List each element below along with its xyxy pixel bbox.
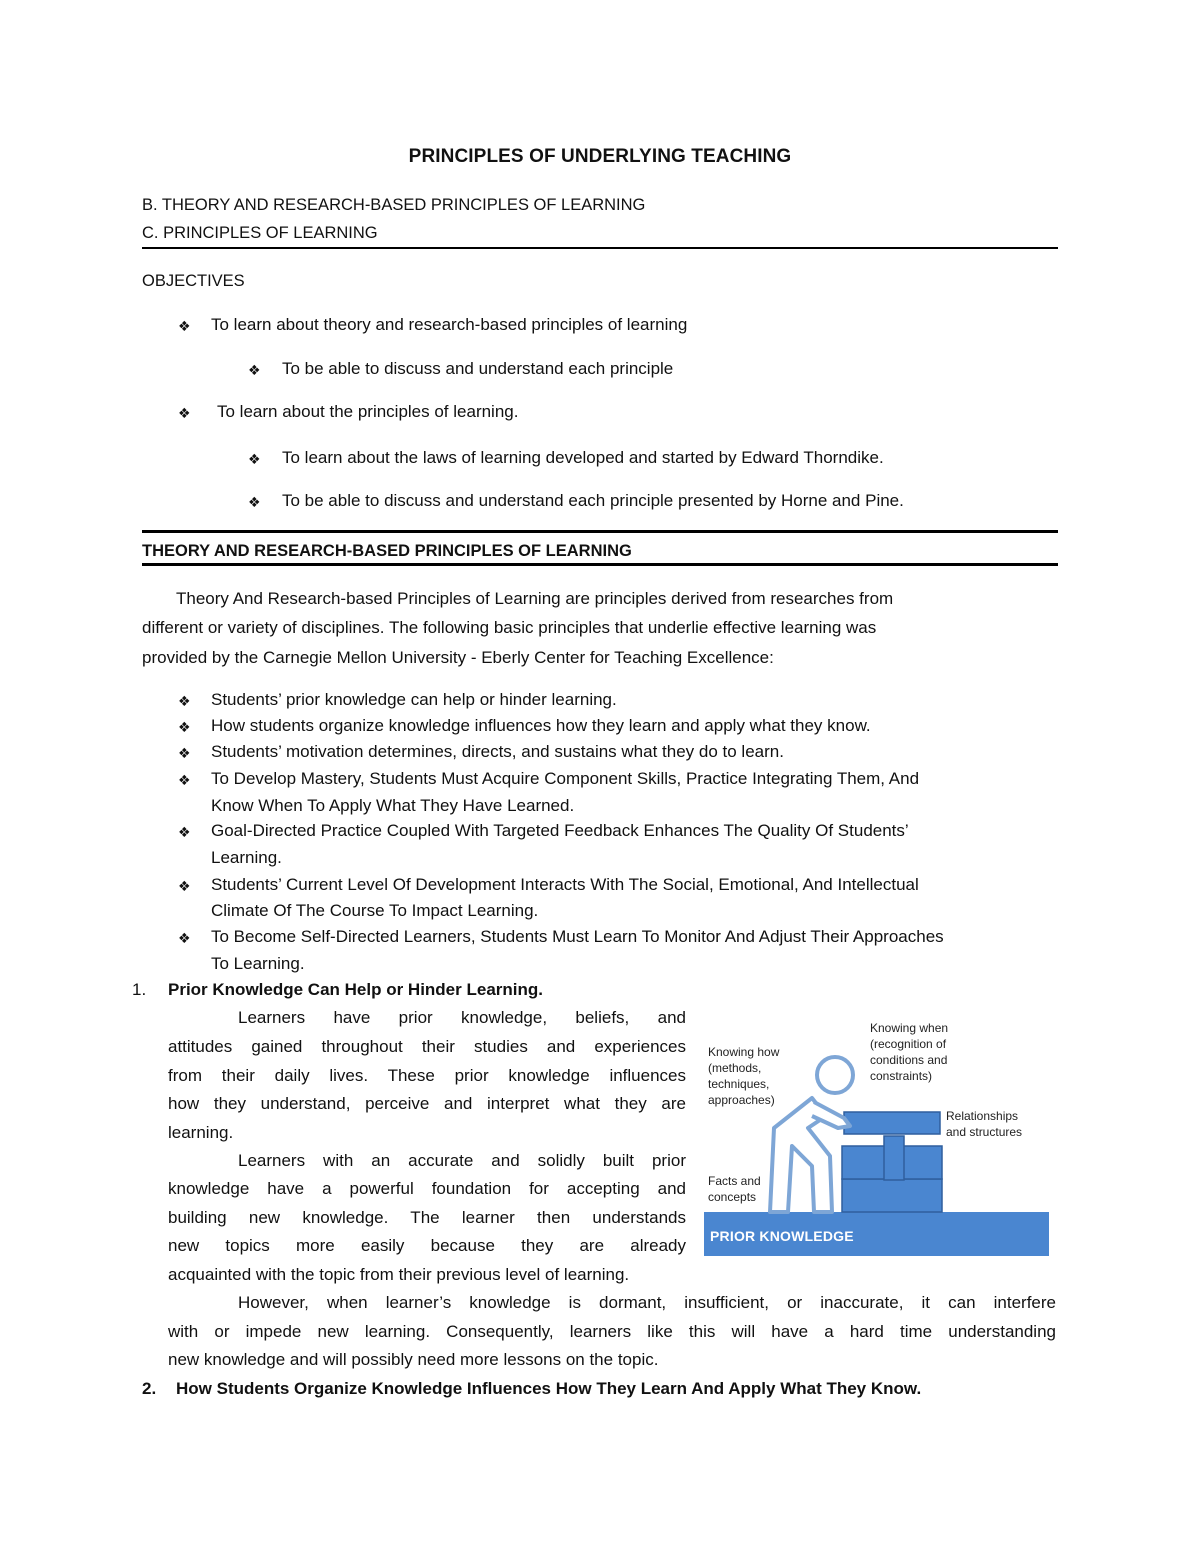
diamond-bullet-icon: ❖ [178, 318, 191, 334]
figure-label-knowing-when: Knowing when (recognition of conditions and constraints) [870, 1021, 949, 1083]
section-number: 1. [132, 980, 147, 999]
paragraph-line: knowledge have a powerful foundation for accepting and [168, 1179, 686, 1198]
paragraph-line: However, when learner’s knowledge is dormant, insufficient, or inaccurate, it can interfere [238, 1293, 1056, 1312]
subheading-c: C. PRINCIPLES OF LEARNING [142, 224, 378, 242]
objective-item: To be able to discuss and understand each principle [282, 359, 674, 378]
principle-item: To Develop Mastery, Students Must Acquire Component Skills, Practice Integrating Them, And [211, 769, 920, 788]
objective-item: To learn about theory and research-based principles of learning [211, 315, 688, 334]
diamond-bullet-icon: ❖ [178, 824, 191, 840]
paragraph-line: acquainted with the topic from their previous level of learning. [168, 1265, 630, 1284]
paragraph-line: Learners with an accurate and solidly built prior [238, 1151, 686, 1170]
objective-item: To learn about the principles of learning. [217, 402, 519, 421]
section-heading: THEORY AND RESEARCH-BASED PRINCIPLES OF LEARNING [142, 542, 632, 560]
section-heading: Prior Knowledge Can Help or Hinder Learning. [168, 980, 543, 999]
diamond-bullet-icon: ❖ [178, 772, 191, 788]
paragraph-line: how they understand, perceive and interpret what they are [168, 1094, 686, 1113]
paragraph-line: attitudes gained throughout their studies and experiences [168, 1037, 686, 1056]
section-number: 2. [142, 1379, 157, 1398]
diamond-bullet-icon: ❖ [178, 693, 191, 709]
diamond-bullet-icon: ❖ [178, 930, 191, 946]
figure-label-facts: Facts and concepts [708, 1174, 761, 1204]
paragraph-line: new topics more easily because they are already [168, 1236, 686, 1255]
principle-item: To Become Self-Directed Learners, Students Must Learn To Monitor And Adjust Their Approaches [211, 927, 944, 946]
intro-line: provided by the Carnegie Mellon University - Eberly Center for Teaching Excellence: [142, 648, 774, 667]
prior-knowledge-figure [704, 1016, 1052, 1260]
principle-item: How students organize knowledge influences how they learn and apply what they know. [211, 716, 871, 735]
diamond-bullet-icon: ❖ [178, 745, 191, 761]
subheading-b: B. THEORY AND RESEARCH-BASED PRINCIPLES OF LEARNING [142, 196, 646, 214]
principle-item: Students’ prior knowledge can help or hinder learning. [211, 690, 617, 709]
diamond-bullet-icon: ❖ [178, 878, 191, 894]
page-title: PRINCIPLES OF UNDERLYING TEACHING [408, 146, 792, 167]
diamond-bullet-icon: ❖ [248, 362, 261, 378]
intro-line: different or variety of disciplines. The following basic principles that underlie effective learning was [142, 618, 877, 637]
paragraph-line: with or impede new learning. Consequently, learners like this will have a hard time understanding [168, 1322, 1056, 1341]
paragraph-line: building new knowledge. The learner then understands [168, 1208, 686, 1227]
divider [142, 563, 1058, 566]
diamond-bullet-icon: ❖ [178, 719, 191, 735]
objective-item: To learn about the laws of learning developed and started by Edward Thorndike. [282, 448, 884, 467]
objectives-label: OBJECTIVES [142, 272, 245, 290]
section-heading: How Students Organize Knowledge Influences How They Learn And Apply What They Know. [176, 1379, 922, 1398]
divider [142, 247, 1058, 249]
principle-item: Students’ motivation determines, directs, and sustains what they do to learn. [211, 742, 784, 761]
principle-item: Goal-Directed Practice Coupled With Targeted Feedback Enhances The Quality Of Students’ [211, 821, 909, 840]
principle-item-continued: Know When To Apply What They Have Learned. [211, 796, 575, 815]
principle-item-continued: Learning. [211, 848, 282, 867]
diamond-bullet-icon: ❖ [178, 405, 191, 421]
paragraph-line: from their daily lives. These prior knowledge influences [168, 1066, 686, 1085]
principle-item: Students’ Current Level Of Development Interacts With The Social, Emotional, And Intellectual [211, 875, 919, 894]
paragraph-line: new knowledge and will possibly need more lessons on the topic. [168, 1350, 659, 1369]
prior-knowledge-bar-label: PRIOR KNOWLEDGE [710, 1228, 854, 1244]
principle-item-continued: To Learning. [211, 954, 305, 973]
diamond-bullet-icon: ❖ [248, 494, 261, 510]
intro-line: Theory And Research-based Principles of Learning are principles derived from researches from [176, 589, 894, 608]
paragraph-line: Learners have prior knowledge, beliefs, and [238, 1008, 686, 1027]
diamond-bullet-icon: ❖ [248, 451, 261, 467]
principle-item-continued: Climate Of The Course To Impact Learning. [211, 901, 539, 920]
paragraph-line: learning. [168, 1123, 234, 1142]
divider [142, 530, 1058, 533]
figure-label-knowing-how: Knowing how (methods, techniques, approaches) [708, 1045, 780, 1107]
objective-item: To be able to discuss and understand each principle presented by Horne and Pine. [282, 491, 904, 510]
figure-label-relationships: Relationships and structures [946, 1109, 1023, 1139]
